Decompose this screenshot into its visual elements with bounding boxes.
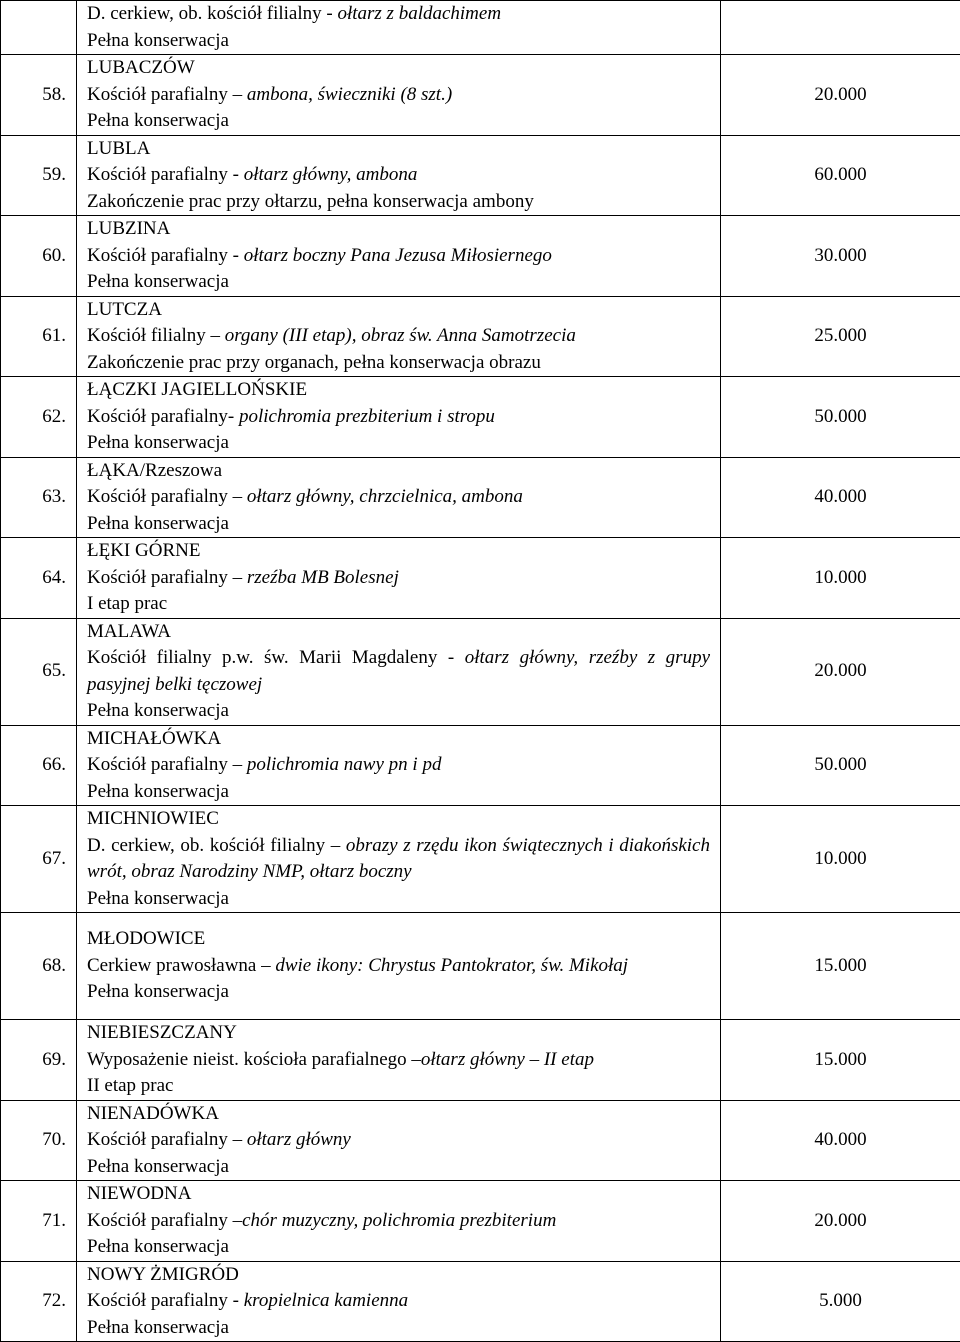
line-text: LUTCZA [87,299,162,320]
row-description [77,1181,721,1262]
row-number: 66. [1,725,77,806]
row-amount: 5.000 [721,1261,960,1342]
object-location: D. cerkiew, ob. kościół filialny - [87,3,337,24]
object-items: – rzeźba MB Bolesnej [233,567,399,588]
line-text: MICHNIOWIEC [87,808,219,829]
row-description [77,216,721,297]
row-description [77,1,721,55]
row-amount: 30.000 [721,216,960,297]
object-location: Kościół filialny [87,325,210,346]
description-line [87,297,710,324]
row-amount: 10.000 [721,538,960,619]
description-line [87,1047,710,1074]
row-amount: 15.000 [721,1020,960,1101]
description-line [87,565,710,592]
object-items: –chór muzyczny, polichromia prezbiterium [233,1210,557,1231]
description-line [87,726,710,753]
line-text: Pełna konserwacja [87,888,229,909]
object-location: D. cerkiew, ob. kościół filialny [87,835,331,856]
line-text: Pełna konserwacja [87,1236,229,1257]
table-body [1,1,960,1342]
description-line [87,1020,710,1047]
table-row [1,457,960,538]
object-location: Kościół parafialny [87,84,233,105]
row-number: 70. [1,1100,77,1181]
line-text: Zakończenie prac przy ołtarzu, pełna konserwacja ambony [87,191,534,212]
table-row [1,618,960,725]
line-text: Pełna konserwacja [87,513,229,534]
row-number: 62. [1,377,77,458]
line-text: NIENADÓWKA [87,1103,219,1124]
line-text: Pełna konserwacja [87,1156,229,1177]
object-items: – organy (III etap), obraz św. Anna Samotrzecia [210,325,575,346]
description-line [87,189,710,216]
object-location: Kościół parafialny [87,567,233,588]
object-location: Cerkiew prawosławna [87,955,261,976]
description-line [87,538,710,565]
line-text: Pełna konserwacja [87,1317,229,1338]
description-line [87,926,710,953]
row-amount: 50.000 [721,377,960,458]
row-number: 61. [1,296,77,377]
description-line [87,458,710,485]
line-text: ŁĄCZKI JAGIELLOŃSKIE [87,379,307,400]
line-text: II etap prac [87,1075,174,1096]
table-row [1,1100,960,1181]
description-line [87,216,710,243]
description-line [87,886,710,913]
line-text: I etap prac [87,593,167,614]
row-description [77,618,721,725]
table-row [1,806,960,913]
row-description [77,806,721,913]
row-amount: 20.000 [721,55,960,136]
line-text: NIEWODNA [87,1183,191,1204]
object-items: – polichromia nawy pn i pd [233,754,442,775]
description-line [87,430,710,457]
table-row [1,1261,960,1342]
object-items: – dwie ikony: Chrystus Pantokrator, św. Mikołaj [261,955,628,976]
line-text: Pełna konserwacja [87,271,229,292]
description-line [87,698,710,725]
line-text: Pełna konserwacja [87,30,229,51]
row-number: 68. [1,913,77,1020]
description-line [87,162,710,189]
object-location: Kościół filialny p.w. św. Marii Magdaleny - [87,647,465,668]
object-items: – ołtarz główny, chrzcielnica, ambona [233,486,523,507]
line-text: Pełna konserwacja [87,432,229,453]
line-text: ŁĄKA/Rzeszowa [87,460,222,481]
row-number: 64. [1,538,77,619]
line-text: Pełna konserwacja [87,110,229,131]
line-text: NIEBIESZCZANY [87,1022,237,1043]
description-line [87,1101,710,1128]
line-text: Zakończenie prac przy organach, pełna konserwacja obrazu [87,352,541,373]
table-row [1,55,960,136]
description-line [87,1315,710,1342]
description-line [87,350,710,377]
object-location: Kościół parafialny [87,754,233,775]
object-items: polichromia prezbiterium i stropu [239,406,495,427]
row-amount [721,1,960,55]
description-line [87,511,710,538]
description-line [87,1288,710,1315]
table-row [1,377,960,458]
row-number: 71. [1,1181,77,1262]
row-number: 58. [1,55,77,136]
row-amount: 20.000 [721,618,960,725]
description-line [87,779,710,806]
object-items: ołtarz główny, rzeźby z grupy pasyjnej belki tęczowej [87,647,710,695]
row-number: 65. [1,618,77,725]
row-description [77,1020,721,1101]
description-line [87,979,710,1006]
row-description [77,377,721,458]
line-text: MALAWA [87,621,171,642]
object-items: kropielnica kamienna [244,1290,408,1311]
line-text: LUBLA [87,138,150,159]
row-number: 67. [1,806,77,913]
line-text: LUBACZÓW [87,57,195,78]
row-amount: 20.000 [721,1181,960,1262]
row-amount: 60.000 [721,135,960,216]
table-row [1,216,960,297]
row-amount: 40.000 [721,1100,960,1181]
row-number: 63. [1,457,77,538]
table-row [1,725,960,806]
object-location: Kościół parafialny- [87,406,239,427]
description-line [87,619,710,646]
description-line [87,1127,710,1154]
row-amount: 25.000 [721,296,960,377]
description-line [87,55,710,82]
description-line [87,1154,710,1181]
description-line [87,953,710,980]
row-number [1,1,77,55]
description-line [87,377,710,404]
table-row [1,913,960,1020]
line-text: NOWY ŻMIGRÓD [87,1264,239,1285]
line-text: MICHAŁÓWKA [87,728,221,749]
description-line [87,1181,710,1208]
row-number: 59. [1,135,77,216]
description-line [87,269,710,296]
object-location: Kościół parafialny - [87,1290,244,1311]
description-line [87,404,710,431]
table-row [1,1,960,55]
description-line [87,1208,710,1235]
line-text: Pełna konserwacja [87,781,229,802]
description-line [87,484,710,511]
row-description [77,1261,721,1342]
object-items: – obrazy z rzędu ikon świątecznych i diakońskich wrót, obraz Narodziny NMP, ołtarz boczny [87,835,710,883]
object-items: ołtarz z baldachimem [337,3,501,24]
object-items: – ambona, świeczniki (8 szt.) [233,84,453,105]
object-items: ołtarz główny, ambona [244,164,418,185]
table-row [1,296,960,377]
row-description [77,135,721,216]
description-line [87,243,710,270]
row-amount: 10.000 [721,806,960,913]
description-line [87,833,710,886]
row-description [77,1100,721,1181]
object-items: – ołtarz główny [233,1129,351,1150]
table-row [1,1181,960,1262]
description-line [87,28,710,55]
object-location: Wyposażenie nieist. kościoła parafialnego [87,1049,411,1070]
row-amount: 50.000 [721,725,960,806]
row-description [77,538,721,619]
row-description [77,913,721,1020]
description-line [87,591,710,618]
object-location: Kościół parafialny [87,486,233,507]
line-text: Pełna konserwacja [87,981,229,1002]
row-description [77,725,721,806]
line-text: Pełna konserwacja [87,700,229,721]
description-line [87,136,710,163]
description-line [87,806,710,833]
table-row [1,1020,960,1101]
object-location: Kościół parafialny [87,1210,233,1231]
description-line [87,645,710,698]
row-description [77,55,721,136]
row-amount: 15.000 [721,913,960,1020]
object-location: Kościół parafialny - [87,164,244,185]
object-location: Kościół parafialny [87,1129,233,1150]
table-row [1,135,960,216]
row-amount: 40.000 [721,457,960,538]
description-line [87,1234,710,1261]
description-line [87,323,710,350]
row-description [77,296,721,377]
description-line [87,1262,710,1289]
row-number: 72. [1,1261,77,1342]
line-text: LUBZINA [87,218,170,239]
table-row [1,538,960,619]
row-description [77,457,721,538]
description-line [87,82,710,109]
description-line [87,1073,710,1100]
description-line [87,108,710,135]
row-number: 69. [1,1020,77,1101]
description-line [87,1,710,28]
object-location: Kościół parafialny - [87,245,244,266]
row-number: 60. [1,216,77,297]
line-text: MŁODOWICE [87,928,205,949]
line-text: ŁĘKI GÓRNE [87,540,200,561]
object-items: –ołtarz główny – II etap [411,1049,594,1070]
description-line [87,752,710,779]
object-items: ołtarz boczny Pana Jezusa Miłosiernego [244,245,552,266]
